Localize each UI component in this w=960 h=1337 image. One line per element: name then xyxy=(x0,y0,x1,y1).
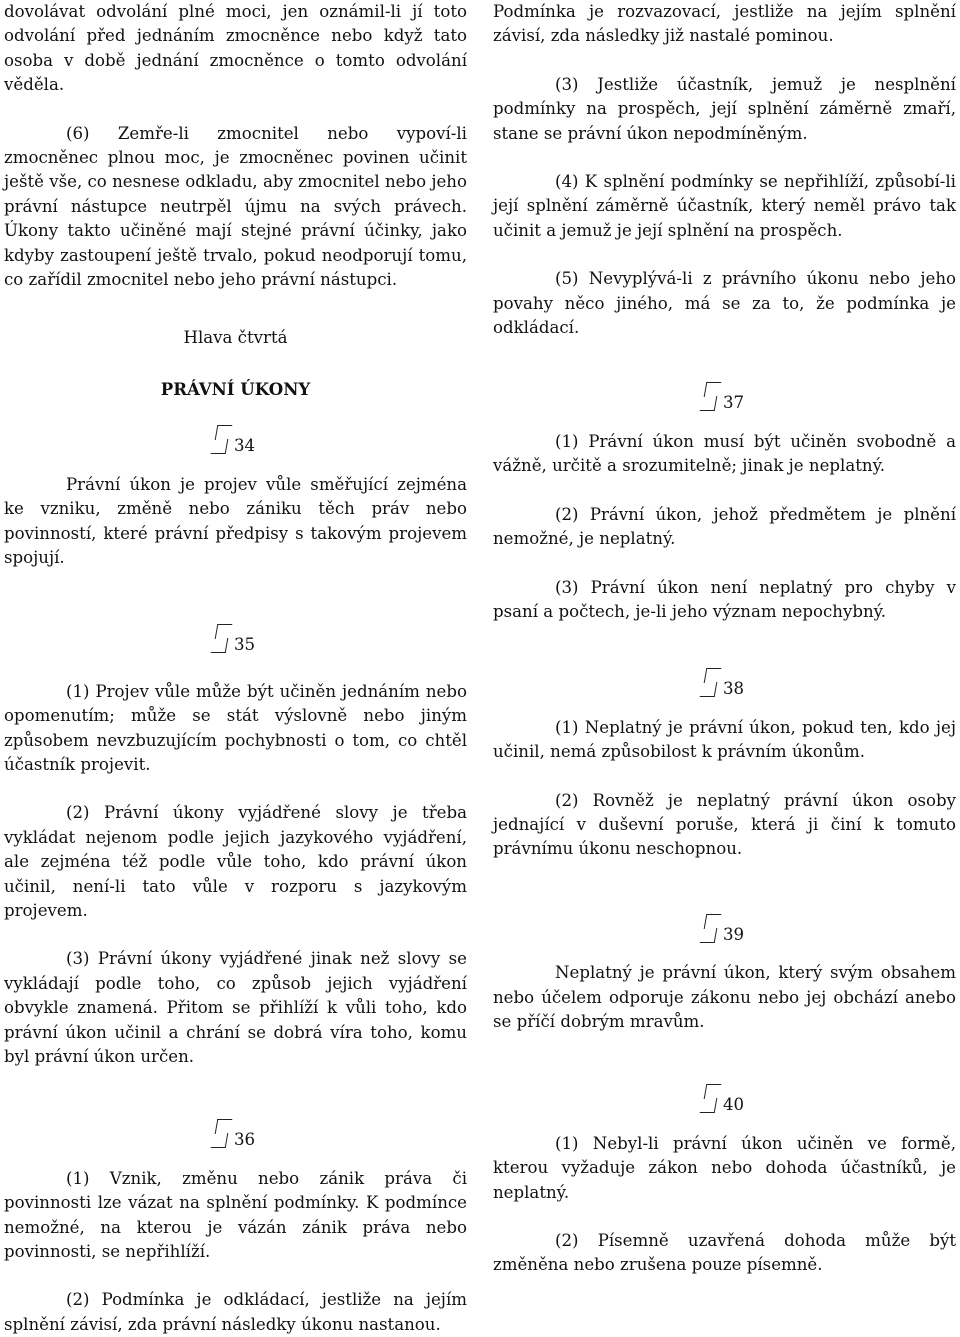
section-37-paragraph-3: (3) Právní úkon není neplatný pro chyby v psaní a počtech, je-li jeho význam nepochybný. xyxy=(493,577,956,621)
chapter-heading: Hlava čtvrtá xyxy=(183,328,288,348)
section-36-paragraph-1: (1) Vznik, změnu nebo zánik práva či povinnosti lze vázat na splnění podmínky. K podmínce nemožné, na kterou je vázán zánik práva nebo povinnosti, se nepřihlíží. xyxy=(4,1168,467,1262)
section-sign-icon xyxy=(705,382,715,410)
section-sign-icon xyxy=(216,624,226,652)
paragraph-continued-right: Podmínka je rozvazovací, jestliže na jejím splnění závisí, zda následky již nastalé pominou. xyxy=(493,2,956,46)
section-39-heading: 39 xyxy=(493,914,956,947)
section-38-paragraph-1: (1) Neplatný je právní úkon, pokud ten, kdo jej učinil, nemá způsobilost k právním úkonům. xyxy=(493,717,956,762)
right-column xyxy=(493,0,956,1307)
section-35-paragraph-2: (2) Právní úkony vyjádřené slovy je třeba vykládat nejenom podle jejich jazykového vyjádření, ale zejména též podle vůle toho, kdo právní úkon učinil, není-li tato vůle v rozporu s jazykovým projevem. xyxy=(4,803,467,920)
left-column xyxy=(4,0,467,1334)
section-36-paragraph-2: (2) Podmínka je odkládací, jestliže na jejím splnění závisí, zda právní následky úkonu nastanou. xyxy=(4,1290,467,1334)
section-36-paragraph-5: (5) Nevyplývá-li z právního úkonu nebo jeho povahy něco jiného, má se za to, že podmínka je odkládací. xyxy=(493,269,956,338)
section-sign-icon xyxy=(216,425,226,453)
section-38-paragraph-2: (2) Rovněž je neplatný právní úkon osoby jednající v duševní poruše, která ji činí k tomuto právnímu úkonu neschopnou. xyxy=(493,790,956,859)
chapter-title: PRÁVNÍ ÚKONY xyxy=(160,378,311,399)
section-34-heading: 34 xyxy=(4,425,467,458)
section-40-heading: 40 xyxy=(493,1084,956,1117)
section-36-paragraph-4: (4) K splnění podmínky se nepřihlíží, způsobí-li její splnění záměrně účastník, který neměl právo tak učinit a jemuž je její splnění na prospěch. xyxy=(493,172,956,240)
section-38-heading: 38 xyxy=(493,668,956,701)
section-35-paragraph-1: (1) Projev vůle může být učiněn jednáním nebo opomenutím; může se stát výslovně nebo jiným způsobem nevzbuzujícím pochybnosti o tom, co chtěl účastník projevit. xyxy=(4,681,467,774)
paragraph-continued: dovolávat odvolání plné moci, jen oznámil-li jí toto odvolání před jednáním zmocněnce nebo když tato osoba v době jednání zmocněnce o tomto odvolání věděla. xyxy=(4,2,467,95)
section-39-paragraph-1: Neplatný je právní úkon, který svým obsahem nebo účelem odporuje zákonu nebo jej obchází anebo se příčí dobrým mravům. xyxy=(493,963,956,1031)
section-37-paragraph-2: (2) Právní úkon, jehož předmětem je plnění nemožné, je neplatný. xyxy=(493,504,956,549)
section-34-paragraph: Právní úkon je projev vůle směřující zejména ke vzniku, změně nebo zániku těch práv nebo povinností, které právní předpisy s takovým projevem spojují. xyxy=(4,474,467,567)
section-37-heading: 37 xyxy=(493,382,956,415)
section-sign-icon xyxy=(705,1084,715,1112)
section-40-paragraph-2: (2) Písemně uzavřená dohoda může být změněna nebo zrušena pouze písemně. xyxy=(493,1231,956,1275)
section-sign-icon xyxy=(705,914,715,942)
section-36-paragraph-3: (3) Jestliže účastník, jemuž je nesplnění podmínky na prospěch, její splnění záměrně zmaří, stane se právní úkon nepodmíněným. xyxy=(493,74,956,143)
section-35-paragraph-3: (3) Právní úkony vyjádřené jinak než slovy se vykládají podle toho, co způsob jejich vyjádření obvykle znamená. Přitom se přihlíží k vůli toho, kdo právní úkon učinil a chrání se dobrá víra toho, komu byl právní úkon určen. xyxy=(4,949,467,1066)
section-40-paragraph-1: (1) Nebyl-li právní úkon učiněn ve formě, kterou vyžaduje zákon nebo dohoda účastníků, je neplatný. xyxy=(493,1133,956,1202)
section-37-paragraph-1: (1) Právní úkon musí být učiněn svobodně a vážně, určitě a srozumitelně; jinak je neplatný. xyxy=(493,431,956,476)
section-36-heading: 36 xyxy=(4,1119,467,1152)
section-35-heading: 35 xyxy=(4,624,467,657)
section-sign-icon xyxy=(216,1119,226,1147)
paragraph-6: (6) Zemře-li zmocnitel nebo vypoví-li zmocněnec plnou moc, je zmocněnec povinen učinit ještě vše, co nesnese odkladu, aby zmocnitel nebo jeho právní nástupce neutrpěl újmu na svých právech. Úkony takto učiněné mají stejné právní účinky, jako kdyby zastoupení ještě trvalo, pokud neodporují tomu, co zařídil zmocnitel nebo jeho právní nástupci. xyxy=(4,123,467,290)
section-sign-icon xyxy=(705,668,715,696)
